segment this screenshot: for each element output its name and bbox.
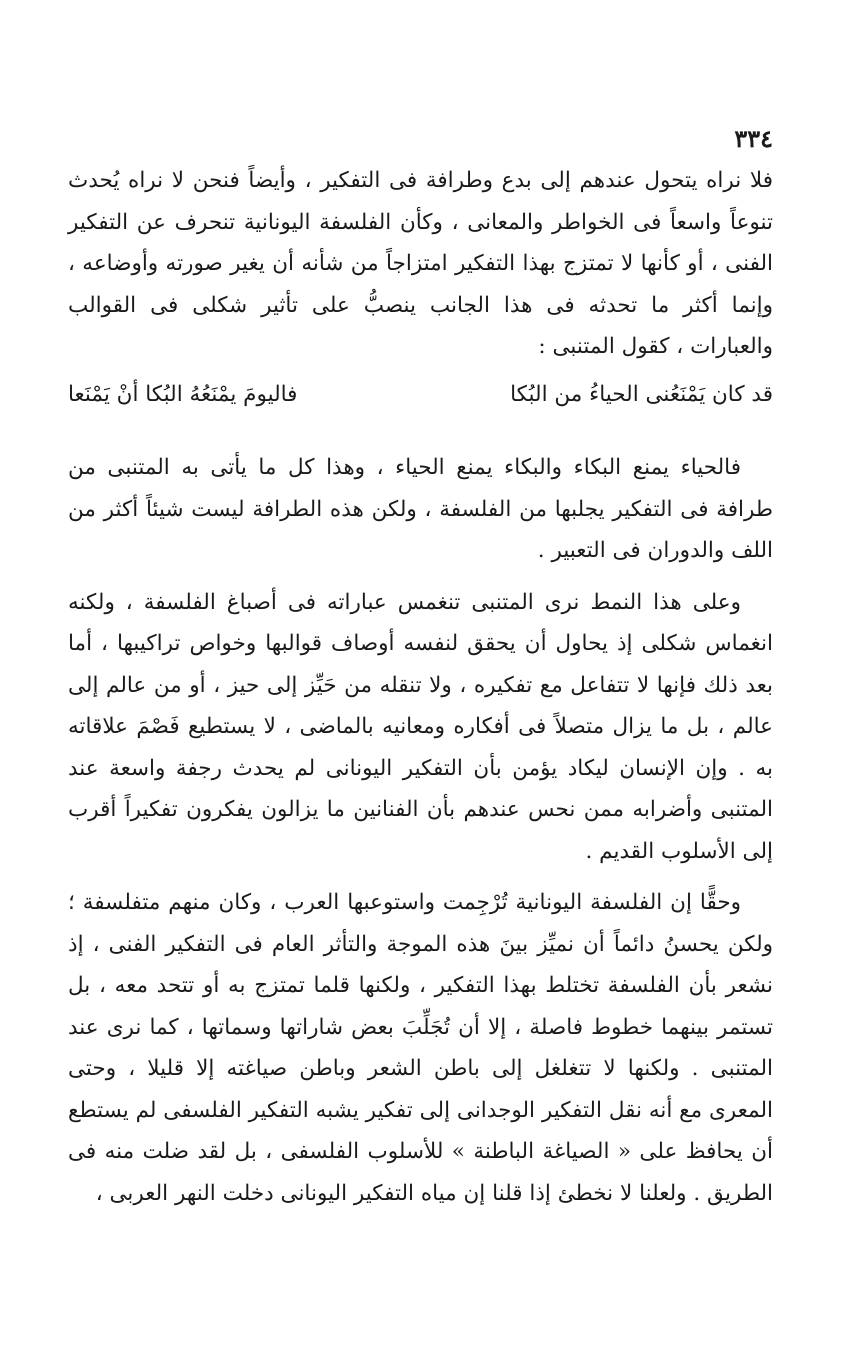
verse-first-hemistich: قد كان يَمْنَعُنى الحياءُ من البُكا (510, 381, 773, 407)
paragraph-4: وحقًّا إن الفلسفة اليونانية تُرْجِمت واستوعبها العرب ، وكان منهم متفلسفة ؛ ولكن يحسنُ دائماً أن نميِّز بينَ هذه الموجة والتأثر العام فى التفكير الفنى ، إذ نشعر بأن الفلسفة تختلط بهذا التفكير ، ولكنها قلما تمتزج به أو تتحد معه ، بل تستمر بينهما خطوط فاصلة ، إلا أن تُجَلِّبَ بعض شاراتها وسماتها ، كما نرى عند المتنبى . ولكنها لا تتغلغل إلى باطن الشعر وباطن صياغته إلا قليلا ، وحتى المعرى مع أنه نقل التفكير الوجدانى إلى تفكير يشبه التفكير الفلسفى لم يستطع أن يحافظ على « الصياغة الباطنة » للأسلوب الفلسفى ، بل لقد ضلت منه فى الطريق . ولعلنا لا نخطئ إذا قلنا إن مياه التفكير اليونانى دخلت النهر العربى ، (68, 890, 773, 1206)
verse-second-hemistich: فاليومَ يمْنَعُهُ البُكا أنْ يَمْنَعا (68, 381, 298, 407)
page-number: ٣٣٤ (734, 124, 773, 153)
paragraph-3: وعلى هذا النمط نرى المتنبى تنغمس عباراته فى أصباغ الفلسفة ، ولكنه انغماس شكلى إذ يحاول أن يحقق لنفسه أوصاف قوالبها وخواص تراكيبها ، أما بعد ذلك فإنها لا تتفاعل مع تفكيره ، ولا تنقله من حَيِّز إلى حيز ، أو من عالم إلى عالم ، بل ما يزال متصلاً فى أفكاره ومعانيه بالماضى ، لا يستطيع فَصْمَ علاقاته به . وإن الإنسان ليكاد يؤمن بأن التفكير اليونانى لم يحدث رجفة واسعة عند المتنبى وأضرابه ممن نحس عندهم بأن الفنانين ما يزالون يفكرون تفكيراً أقرب إلى الأسلوب القديم . (68, 589, 773, 864)
body-text (68, 160, 773, 1214)
paragraph-1: فلا نراه يتحول عندهم إلى بدع وطرافة فى التفكير ، وأيضاً فنحن لا نراه يُحدث تنوعاً واسعاً فى الخواطر والمعانى ، وكأن الفلسفة اليونانية تنحرف عن التفكير الفنى ، أو كأنها لا تمتزج بهذا التفكير امتزاجاً من شأنه أن يغير صورته وأوضاعه ، وإنما أكثر ما تحدثه فى هذا الجانب ينصبُّ على تأثير شكلى فى القوالب والعبارات ، كقول المتنبى : (68, 168, 773, 359)
paragraph-2: فالحياء يمنع البكاء والبكاء يمنع الحياء ، وهذا كل ما يأتى به المتنبى من طرافة فى التفكير يجلبها من الفلسفة ، ولكن هذه الطرافة ليست شيئاً أكثر من اللف والدوران فى التعبير . (68, 455, 773, 563)
poetry-verse (68, 374, 773, 416)
